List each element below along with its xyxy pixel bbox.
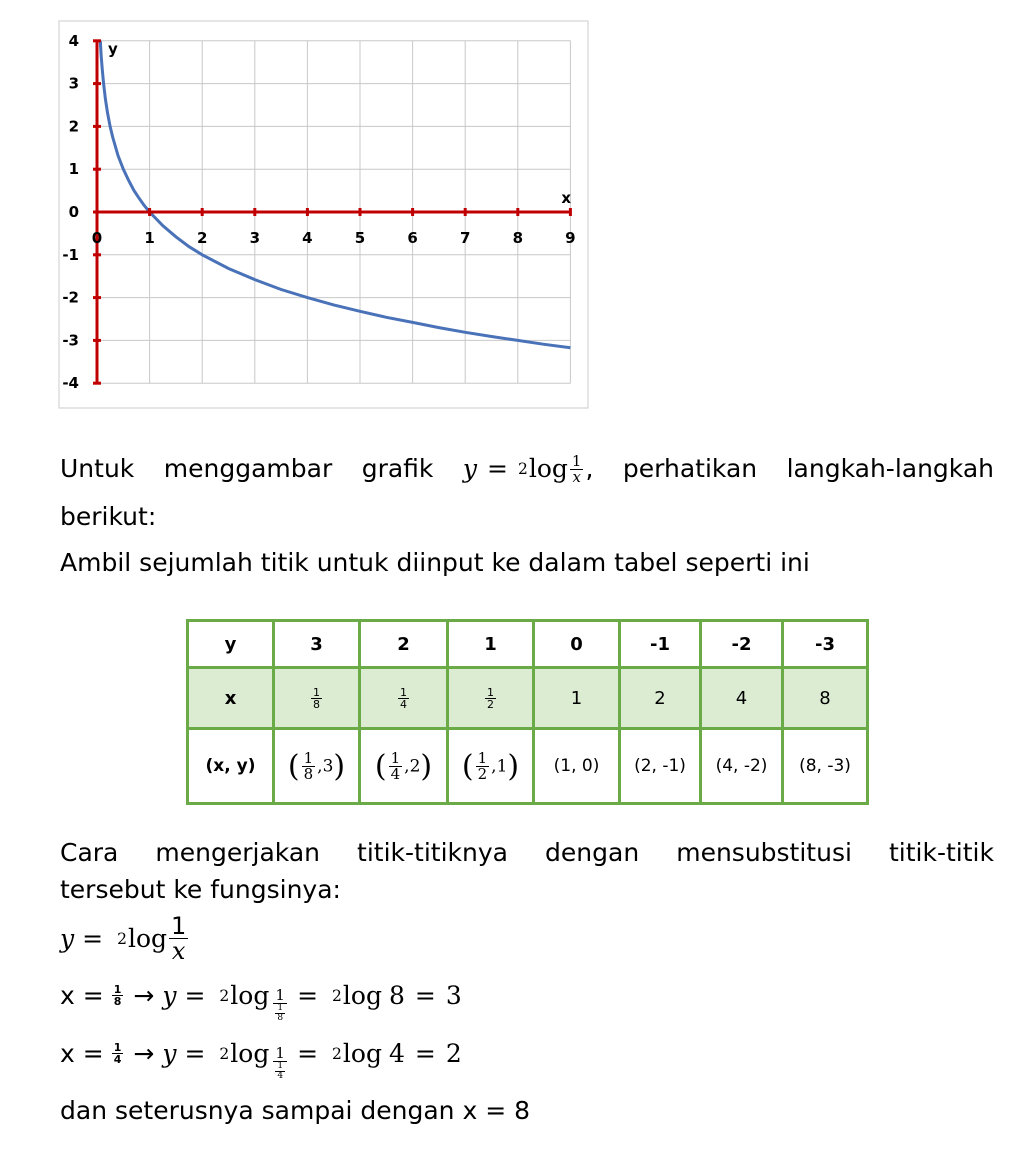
frac-num: 1 bbox=[487, 685, 494, 699]
y-tick-label: 3 bbox=[68, 74, 79, 93]
formula-y: y bbox=[462, 454, 478, 483]
pair-fraction bbox=[389, 748, 403, 783]
frac-den bbox=[271, 1062, 289, 1081]
x-tick-label: 5 bbox=[354, 229, 366, 247]
frac-den: 8 bbox=[303, 764, 314, 783]
step-arrow: → bbox=[133, 1039, 155, 1068]
paren-close: ) bbox=[507, 748, 520, 784]
x-tick-label: 6 bbox=[407, 229, 418, 247]
table-cell: -3 bbox=[783, 621, 868, 668]
table-cell: -1 bbox=[620, 621, 701, 668]
frac-den: 4 bbox=[113, 1053, 122, 1066]
intro-formula bbox=[463, 452, 594, 486]
frac-num: 1 bbox=[313, 685, 320, 699]
frac-num: 1 bbox=[275, 986, 285, 1004]
pair-comma: , bbox=[491, 756, 497, 776]
table-cell bbox=[360, 668, 448, 729]
formula-den: x bbox=[572, 467, 581, 486]
step-equals: = bbox=[297, 981, 319, 1010]
table-cell: 0 bbox=[534, 621, 620, 668]
table-cell bbox=[360, 729, 448, 804]
step-result: 3 bbox=[445, 981, 462, 1010]
formula-comma: , bbox=[585, 454, 594, 483]
paren-close: ) bbox=[420, 748, 433, 784]
frac-num: 1 bbox=[390, 748, 401, 767]
formula-log: log bbox=[528, 454, 568, 483]
eq-equals: = bbox=[82, 924, 104, 953]
table-cell bbox=[274, 668, 360, 729]
frac-num: 1 bbox=[277, 1003, 284, 1013]
table-cell: (4, -2) bbox=[701, 729, 783, 804]
plot-frame bbox=[59, 21, 588, 408]
intro-word-1: Untuk bbox=[60, 454, 135, 483]
frac-den: 8 bbox=[113, 995, 122, 1008]
method-word: Cara bbox=[60, 838, 119, 867]
step-equals: = bbox=[184, 981, 206, 1010]
substitution-step-2 bbox=[60, 1036, 462, 1081]
eq-y: y bbox=[60, 924, 75, 953]
intro-paragraph bbox=[60, 452, 994, 580]
x-tick-label: 2 bbox=[196, 229, 208, 247]
step-log: log bbox=[230, 981, 270, 1010]
formula-fraction bbox=[570, 451, 584, 486]
y-tick-label: 0 bbox=[68, 203, 79, 221]
frac-den: 4 bbox=[390, 764, 401, 783]
intro-line-3: Ambil sejumlah titik untuk diinput ke dalam tabel seperti ini bbox=[60, 548, 810, 577]
paren-open: ( bbox=[461, 748, 474, 784]
table-cell: 4 bbox=[701, 668, 783, 729]
logarithm-graph bbox=[58, 20, 590, 412]
step-equals: = bbox=[414, 981, 436, 1010]
intro-line-2: berikut: bbox=[60, 502, 157, 531]
table-cell: 3 bbox=[274, 621, 360, 668]
table-cell: -2 bbox=[701, 621, 783, 668]
step-x-eq: x = bbox=[60, 981, 104, 1010]
step-arg: 4 bbox=[388, 1039, 405, 1068]
substitution-step-1 bbox=[60, 978, 462, 1023]
table-row-y bbox=[188, 621, 868, 668]
frac-num: 1 bbox=[275, 1044, 285, 1062]
method-word: mensubstitusi bbox=[676, 838, 852, 867]
step-result: 2 bbox=[445, 1039, 462, 1068]
method-word: dengan bbox=[545, 838, 640, 867]
x-tick-label: 7 bbox=[459, 229, 471, 247]
row-label-xy: (x, y) bbox=[188, 729, 274, 804]
step-log: log bbox=[342, 1039, 382, 1068]
row-label-y: y bbox=[188, 621, 274, 668]
frac-num: 1 bbox=[113, 1041, 122, 1054]
table-cell bbox=[448, 668, 534, 729]
x-axis-label: x bbox=[561, 189, 572, 207]
eq-log: log bbox=[127, 924, 168, 953]
step-x-fraction bbox=[112, 984, 124, 1007]
x-tick-label: 3 bbox=[249, 229, 261, 247]
table-cell: (2, -1) bbox=[620, 729, 701, 804]
frac-den: 8 bbox=[277, 1013, 284, 1023]
y-tick-label: -4 bbox=[62, 374, 79, 393]
y-tick-label: -2 bbox=[62, 288, 79, 307]
pair-comma: , bbox=[404, 756, 410, 776]
row-label-x: x bbox=[188, 668, 274, 729]
method-paragraph bbox=[60, 836, 994, 907]
table-cell: 1 bbox=[534, 668, 620, 729]
formula-base: 2 bbox=[517, 460, 528, 478]
x-tick-label: 0 bbox=[91, 229, 103, 247]
table-cell: (8, -3) bbox=[783, 729, 868, 804]
x-tick-label: 1 bbox=[144, 229, 155, 247]
eq-num: 1 bbox=[171, 912, 187, 940]
method-line-2: tersebut ke fungsinya: bbox=[60, 875, 341, 904]
table-row-x bbox=[188, 668, 868, 729]
y-tick-label: 4 bbox=[68, 31, 79, 50]
step-arg: 8 bbox=[388, 981, 405, 1010]
y-axis-label: y bbox=[108, 39, 118, 58]
formula-num: 1 bbox=[571, 451, 582, 470]
step-base: 2 bbox=[332, 986, 342, 1005]
frac-num: 1 bbox=[477, 748, 488, 767]
pair-comma: , bbox=[317, 756, 323, 776]
frac-num: 1 bbox=[400, 685, 407, 699]
frac-den: 4 bbox=[400, 697, 407, 711]
formula-eq: = bbox=[487, 454, 508, 483]
step-base: 2 bbox=[219, 986, 230, 1005]
table-cell: 1 bbox=[448, 621, 534, 668]
x-tick-label: 4 bbox=[302, 229, 313, 247]
frac-num: 1 bbox=[277, 1061, 284, 1071]
step-x-fraction bbox=[112, 1042, 124, 1065]
step-equals: = bbox=[184, 1039, 206, 1068]
x-fraction bbox=[485, 687, 496, 710]
table-row-xy bbox=[188, 729, 868, 804]
paren-open: ( bbox=[374, 748, 387, 784]
paren-close: ) bbox=[333, 748, 346, 784]
points-table bbox=[186, 619, 869, 805]
pair-y: 2 bbox=[409, 756, 421, 776]
y-tick-label: -1 bbox=[62, 245, 79, 264]
function-equation bbox=[60, 914, 190, 963]
step-log: log bbox=[342, 981, 382, 1010]
eq-den: x bbox=[171, 937, 186, 965]
x-tick-label: 9 bbox=[565, 229, 576, 247]
method-word: titik-titiknya bbox=[357, 838, 508, 867]
method-word: mengerjakan bbox=[155, 838, 320, 867]
intro-word-3: grafik bbox=[361, 454, 434, 483]
step-equals: = bbox=[297, 1039, 319, 1068]
frac-num: 1 bbox=[113, 983, 122, 996]
intro-word-last: langkah-langkah bbox=[786, 454, 994, 483]
x-fraction bbox=[398, 687, 409, 710]
pair-fraction bbox=[302, 748, 316, 783]
frac-den: 2 bbox=[487, 697, 494, 711]
step-compound-fraction bbox=[271, 988, 289, 1023]
y-tick-label: -3 bbox=[62, 331, 79, 350]
step-arrow: → bbox=[133, 981, 155, 1010]
pair-y: 1 bbox=[496, 756, 508, 776]
step-equals: = bbox=[414, 1039, 436, 1068]
table-cell: 2 bbox=[620, 668, 701, 729]
table-cell bbox=[448, 729, 534, 804]
frac-den: 8 bbox=[313, 697, 320, 711]
y-tick-label: 1 bbox=[68, 160, 79, 179]
table-cell: (1, 0) bbox=[534, 729, 620, 804]
step-y: y bbox=[162, 1039, 177, 1068]
x-fraction bbox=[311, 687, 322, 710]
pair-fraction bbox=[476, 748, 490, 783]
table-cell: 2 bbox=[360, 621, 448, 668]
method-word: titik-titik bbox=[888, 838, 994, 867]
closing-line: dan seterusnya sampai dengan x = 8 bbox=[60, 1096, 531, 1125]
pair-y: 3 bbox=[322, 756, 334, 776]
eq-base: 2 bbox=[117, 929, 127, 948]
y-tick-label: 2 bbox=[68, 117, 79, 136]
table-cell: 8 bbox=[783, 668, 868, 729]
frac-num: 1 bbox=[303, 748, 314, 767]
step-compound-fraction bbox=[271, 1046, 289, 1081]
step-base: 2 bbox=[219, 1044, 230, 1063]
step-y: y bbox=[162, 981, 177, 1010]
intro-word-2: menggambar bbox=[163, 454, 333, 483]
step-log: log bbox=[230, 1039, 270, 1068]
intro-word-after: perhatikan bbox=[622, 454, 758, 483]
frac-den: 2 bbox=[477, 764, 488, 783]
frac-den: 4 bbox=[277, 1071, 284, 1081]
paren-open: ( bbox=[287, 748, 300, 784]
step-x-eq: x = bbox=[60, 1039, 104, 1068]
step-base: 2 bbox=[332, 1044, 342, 1063]
frac-den bbox=[271, 1004, 289, 1023]
table-cell bbox=[274, 729, 360, 804]
x-tick-label: 8 bbox=[512, 229, 524, 247]
eq-fraction bbox=[169, 914, 188, 963]
